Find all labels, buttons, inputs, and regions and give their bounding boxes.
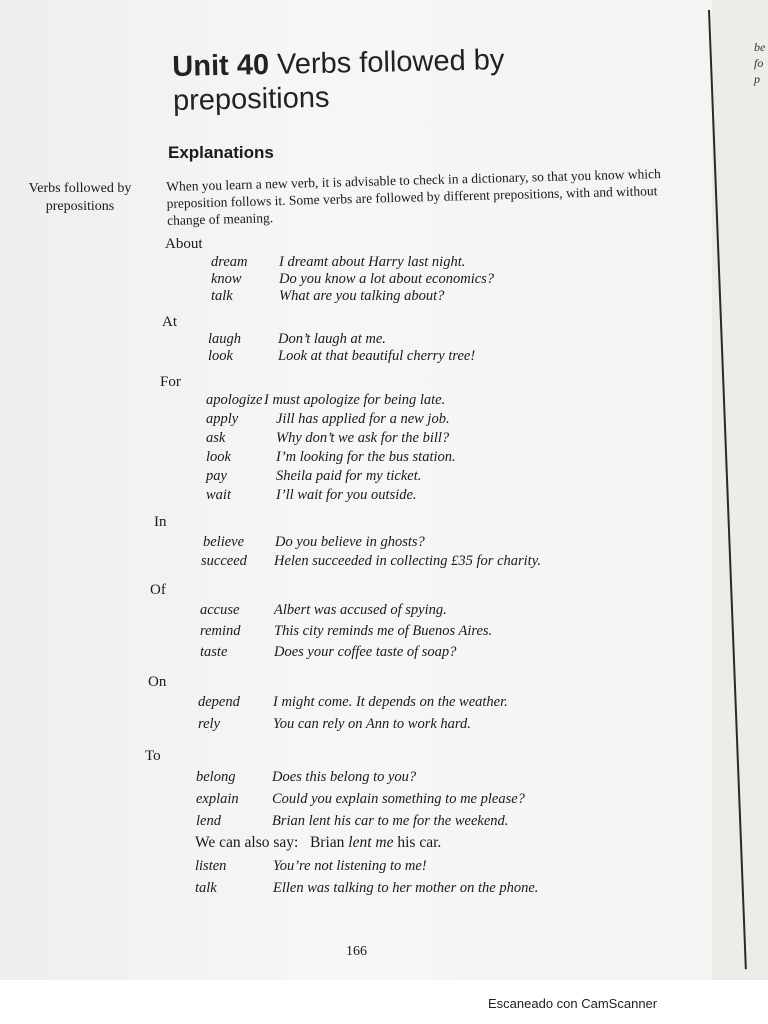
example-sentence: Why don’t we ask for the bill? xyxy=(276,430,450,446)
unit-title-text: Verbs followed by prepositions xyxy=(172,44,505,117)
page-number: 166 xyxy=(346,944,367,959)
verb: lend xyxy=(196,813,221,829)
scanner-footer xyxy=(0,980,768,1024)
unit-number: Unit 40 xyxy=(172,48,270,83)
example-sentence: Albert was accused of spying. xyxy=(274,602,447,618)
example-sentence: Look at that beautiful cherry tree! xyxy=(278,348,476,364)
verb: apologize xyxy=(206,392,263,408)
verb: pay xyxy=(206,468,227,484)
verb: rely xyxy=(198,716,221,732)
example-sentence: Brian lent his car to me for the weekend. xyxy=(272,813,509,829)
unit-title xyxy=(172,40,633,118)
preposition-heading: In xyxy=(154,514,167,530)
verb: depend xyxy=(198,694,240,710)
scanner-watermark: Escaneado con CamScanner xyxy=(488,996,658,1011)
preposition-heading: Of xyxy=(150,582,166,598)
example-sentence: What are you talking about? xyxy=(279,288,445,304)
verb: wait xyxy=(206,487,231,503)
verb: apply xyxy=(206,411,239,427)
verb: belong xyxy=(196,769,236,785)
example-sentence: I must apologize for being late. xyxy=(264,392,446,408)
preposition-heading: To xyxy=(145,748,161,764)
preposition-heading: For xyxy=(160,374,181,390)
also-say-suffix: his car. xyxy=(397,834,442,851)
verb: taste xyxy=(200,644,228,660)
verb: talk xyxy=(195,880,217,896)
verb: explain xyxy=(196,791,239,807)
facing-page-fragment: fo xyxy=(754,56,764,70)
example-sentence: I dreamt about Harry last night. xyxy=(279,254,466,270)
verb: believe xyxy=(203,534,245,550)
verb: look xyxy=(208,348,233,364)
verb: listen xyxy=(195,858,227,874)
preposition-heading: On xyxy=(148,674,167,690)
example-sentence: Do you believe in ghosts? xyxy=(275,534,425,550)
example-sentence: Don’t laugh at me. xyxy=(278,331,386,347)
example-sentence: Helen succeeded in collecting £35 for charity. xyxy=(274,553,541,569)
example-sentence: Could you explain something to me please? xyxy=(272,791,525,807)
example-sentence: This city reminds me of Buenos Aires. xyxy=(274,623,493,639)
verb: look xyxy=(206,449,231,465)
facing-page-fragment: p xyxy=(754,72,760,86)
verb: accuse xyxy=(200,602,240,618)
preposition-heading: About xyxy=(165,236,203,252)
example-sentence: Does your coffee taste of soap? xyxy=(274,644,457,660)
example-sentence: Sheila paid for my ticket. xyxy=(276,468,422,484)
verb: know xyxy=(211,271,242,287)
example-sentence: I’ll wait for you outside. xyxy=(276,487,417,503)
margin-note: Verbs followed by prepositions xyxy=(28,181,132,214)
intro-paragraph: When you learn a new verb, it is advisable to check in a dictionary, so that you know which preposition follows it. Some verbs are followed by different prepositions, with and without change of meaning. xyxy=(166,166,661,228)
also-say-name: Brian xyxy=(309,834,345,851)
example-sentence: Do you know a lot about economics? xyxy=(279,271,495,287)
facing-page-fragment: be xyxy=(754,40,766,54)
example-sentence: I might come. It depends on the weather. xyxy=(273,694,508,710)
verb: dream xyxy=(211,254,248,270)
example-sentence: You can rely on Ann to work hard. xyxy=(273,716,471,732)
section-heading: Explanations xyxy=(168,143,274,162)
verb: talk xyxy=(211,288,233,304)
example-sentence: Ellen was talking to her mother on the phone. xyxy=(273,880,539,896)
example-sentence: Does this belong to you? xyxy=(272,769,417,785)
verb: ask xyxy=(206,430,226,446)
also-say-prefix: We can also say: xyxy=(195,834,299,851)
verb: laugh xyxy=(208,331,242,347)
example-sentence: You’re not listening to me! xyxy=(273,858,427,874)
verb: succeed xyxy=(201,553,247,569)
example-sentence: Jill has applied for a new job. xyxy=(276,411,450,427)
verb: remind xyxy=(200,623,241,639)
preposition-heading: At xyxy=(162,314,177,330)
example-sentence: I’m looking for the bus station. xyxy=(276,449,456,465)
also-say-italic: lent me xyxy=(348,834,394,851)
also-say-note xyxy=(195,834,441,852)
